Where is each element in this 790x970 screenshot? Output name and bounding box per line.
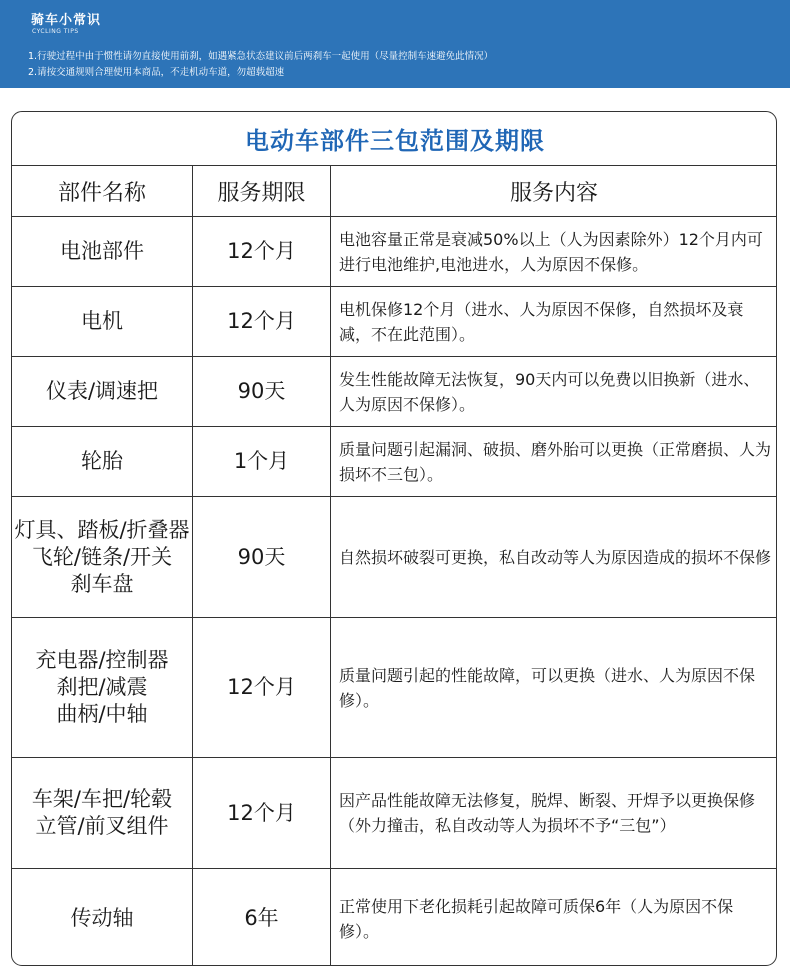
table-row (12, 357, 778, 427)
banner-title: 骑车小常识 (31, 13, 102, 28)
content-cell: 质量问题引起漏洞、破损、磨外胎可以更换（正常磨损、人为损坏不三包）。 (331, 427, 778, 497)
table-row (12, 497, 778, 618)
header-service-content: 服务内容 (331, 166, 778, 217)
cycling-tips-banner (0, 0, 790, 88)
table-header-row (12, 166, 778, 217)
table-row (12, 869, 778, 967)
period-cell: 1个月 (193, 427, 331, 497)
period-cell: 90天 (193, 497, 331, 618)
warranty-table-card (11, 111, 777, 966)
tip-2: 2.请按交通规则合理使用本商品，不走机动车道，勿超载超速 (28, 67, 285, 78)
part-name-cell: 灯具、踏板/折叠器 飞轮/链条/开关 刹车盘 (12, 497, 193, 618)
period-cell: 90天 (193, 357, 331, 427)
content-cell: 电机保修12个月（进水、人为原因不保修，自然损坏及衰减，不在此范围）。 (331, 287, 778, 357)
period-cell: 12个月 (193, 287, 331, 357)
part-name-cell: 电池部件 (12, 217, 193, 287)
content-cell: 质量问题引起的性能故障，可以更换（进水、人为原因不保修）。 (331, 618, 778, 758)
table-row (12, 618, 778, 758)
content-cell: 发生性能故障无法恢复，90天内可以免费以旧换新（进水、人为原因不保修）。 (331, 357, 778, 427)
part-name-cell: 轮胎 (12, 427, 193, 497)
period-cell: 6年 (193, 869, 331, 967)
table-row (12, 758, 778, 869)
content-cell: 自然损坏破裂可更换，私自改动等人为原因造成的损坏不保修 (331, 497, 778, 618)
part-name-cell: 充电器/控制器 刹把/减震 曲柄/中轴 (12, 618, 193, 758)
period-cell: 12个月 (193, 618, 331, 758)
content-cell: 正常使用下老化损耗引起故障可质保6年（人为原因不保修）。 (331, 869, 778, 967)
table-row (12, 287, 778, 357)
part-name-cell: 传动轴 (12, 869, 193, 967)
table-title: 电动车部件三包范围及期限 (245, 127, 545, 155)
part-name-cell: 电机 (12, 287, 193, 357)
warranty-table (11, 165, 777, 966)
period-cell: 12个月 (193, 758, 331, 869)
content-cell: 电池容量正常是衰减50%以上（人为因素除外）12个月内可进行电池维护,电池进水，人为原因不保修。 (331, 217, 778, 287)
tip-1: 1.行驶过程中由于惯性请勿直接使用前刹，如遇紧急状态建议前后两刹车一起使用（尽量控制车速避免此情况） (28, 51, 494, 62)
table-row (12, 427, 778, 497)
period-cell: 12个月 (193, 217, 331, 287)
part-name-cell: 仪表/调速把 (12, 357, 193, 427)
table-row (12, 217, 778, 287)
part-name-cell: 车架/车把/轮毂 立管/前叉组件 (12, 758, 193, 869)
banner-subtitle: CYCLING TIPS (32, 28, 79, 35)
content-cell: 因产品性能故障无法修复，脱焊、断裂、开焊予以更换保修（外力撞击，私自改动等人为损坏不予“三包”） (331, 758, 778, 869)
header-service-period: 服务期限 (193, 166, 331, 217)
header-part-name: 部件名称 (12, 166, 193, 217)
